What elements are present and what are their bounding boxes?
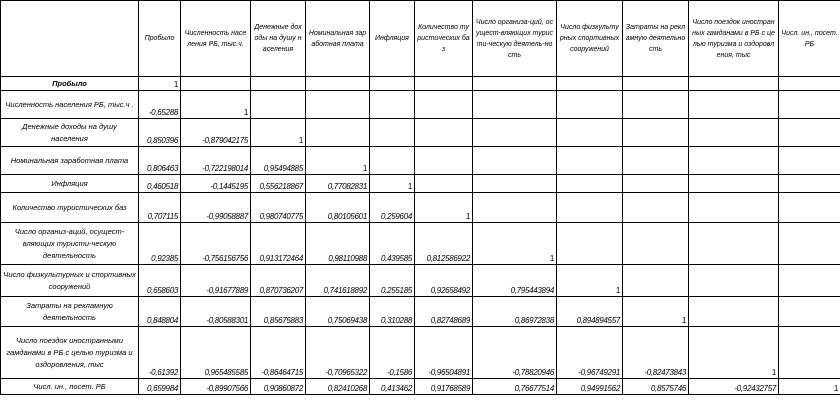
table-cell[interactable] [557,223,623,265]
table-cell[interactable]: 0,91768589 [415,379,473,395]
table-cell[interactable]: 0,913172464 [251,223,306,265]
table-cell[interactable]: 0,741618892 [306,265,370,297]
table-row [1,119,840,147]
table-cell[interactable] [251,91,306,119]
table-cell[interactable] [623,193,689,223]
table-row [1,297,840,327]
table-cell[interactable] [689,119,779,147]
column-header[interactable]: Численность населения РБ, тыс.ч. [181,1,251,77]
column-header[interactable]: Номинальная заработная плата [306,1,370,77]
table-cell[interactable]: 0,439585 [370,223,415,265]
table-cell[interactable]: 0,8575746 [623,379,689,395]
table-cell[interactable]: -0,1586 [370,327,415,379]
table-cell[interactable] [689,223,779,265]
table-cell[interactable]: 0,707115 [139,193,181,223]
table-cell[interactable]: -0,70965322 [306,327,370,379]
row-header[interactable]: Число физкультурных и спортивных сооружений [1,265,139,297]
table-cell[interactable]: 0,95494885 [251,147,306,175]
table-cell[interactable] [779,91,840,119]
table-cell[interactable] [415,119,473,147]
table-cell[interactable] [415,147,473,175]
table-cell[interactable]: 1 [623,297,689,327]
table-cell[interactable]: 0,90860872 [251,379,306,395]
table-cell[interactable]: -0,756156756 [181,223,251,265]
table-cell[interactable]: -0,86464715 [251,327,306,379]
table-cell[interactable] [473,193,557,223]
table-cell[interactable]: 0,85675883 [251,297,306,327]
table-cell[interactable]: 0,76677514 [473,379,557,395]
table-cell[interactable] [557,91,623,119]
column-header[interactable]: Число организа-ций, осущест-вляющих туристи-ческую деятель-ность [473,1,557,77]
table-cell[interactable] [473,77,557,91]
column-header[interactable]: Числ. ин., посет. РБ [779,1,840,77]
table-cell[interactable]: 0,658603 [139,265,181,297]
table-cell[interactable]: 0,259604 [370,193,415,223]
table-cell[interactable] [689,147,779,175]
table-cell[interactable]: 0,795443894 [473,265,557,297]
table-cell[interactable] [779,265,840,297]
table-cell[interactable]: 0,98110988 [306,223,370,265]
table-cell[interactable] [623,223,689,265]
table-cell[interactable] [779,175,840,193]
table-cell[interactable] [306,91,370,119]
column-header[interactable]: Пробыло [139,1,181,77]
table-cell[interactable] [370,119,415,147]
table-cell[interactable] [779,77,840,91]
column-header[interactable]: Число физкультурных спортивных сооружений [557,1,623,77]
table-cell[interactable]: -0,96504891 [415,327,473,379]
table-cell[interactable] [623,265,689,297]
table-cell[interactable]: -0,65288 [139,91,181,119]
table-cell[interactable] [557,147,623,175]
table-cell[interactable]: 1 [473,223,557,265]
table-cell[interactable] [779,327,840,379]
header-row [1,1,840,77]
table-cell[interactable] [473,91,557,119]
table-cell[interactable] [415,91,473,119]
table-cell[interactable]: -0,78820946 [473,327,557,379]
table-cell[interactable] [415,175,473,193]
row-header[interactable]: Денежные доходы на душу населения [1,119,139,147]
table-cell[interactable] [689,175,779,193]
table-cell[interactable]: 0,850396 [139,119,181,147]
table-cell[interactable]: 0,310288 [370,297,415,327]
row-header[interactable]: Количество туристических баз [1,193,139,223]
table-cell[interactable] [181,77,251,91]
table-cell[interactable] [557,119,623,147]
table-cell[interactable]: 0,965485585 [181,327,251,379]
table-body [1,77,840,395]
table-cell[interactable]: -0,61392 [139,327,181,379]
table-row [1,77,840,91]
table-row [1,223,840,265]
table-cell[interactable] [689,91,779,119]
table-cell[interactable]: 1 [779,379,840,395]
table-cell[interactable] [306,119,370,147]
table-cell[interactable]: 0,460518 [139,175,181,193]
row-header[interactable]: Число поездок иностранными гамданами в РБ с целью туризма и оздоровления, тыс [1,327,139,379]
table-cell[interactable] [779,297,840,327]
table-cell[interactable]: 0,848804 [139,297,181,327]
table-cell[interactable] [623,175,689,193]
table-cell[interactable]: -0,80588301 [181,297,251,327]
table-row [1,327,840,379]
table-cell[interactable]: -0,82473843 [623,327,689,379]
table-cell[interactable]: 1 [306,147,370,175]
table-cell[interactable] [370,147,415,175]
table-cell[interactable]: 0,92658492 [415,265,473,297]
table-row [1,175,840,193]
table-cell[interactable] [623,77,689,91]
table-cell[interactable]: 1 [415,193,473,223]
column-header[interactable]: Количество туристических баз [415,1,473,77]
table-row [1,193,840,223]
table-cell[interactable] [415,77,473,91]
table-cell[interactable] [779,119,840,147]
table-cell[interactable]: -0,99058887 [181,193,251,223]
table-cell[interactable] [473,147,557,175]
table-cell[interactable]: 1 [689,327,779,379]
table-cell[interactable]: -0,89907566 [181,379,251,395]
table-cell[interactable] [306,77,370,91]
table-cell[interactable] [623,147,689,175]
table-cell[interactable]: 0,82410268 [306,379,370,395]
table-cell[interactable]: 0,86972838 [473,297,557,327]
table-cell[interactable]: 1 [251,119,306,147]
table-cell[interactable]: -0,92432757 [689,379,779,395]
table-cell[interactable] [623,91,689,119]
column-header[interactable]: Денежные доходы на душу населения [251,1,306,77]
table-cell[interactable] [689,193,779,223]
column-header[interactable]: Инфляция [370,1,415,77]
table-cell[interactable]: 0,82748689 [415,297,473,327]
row-header[interactable]: Численность населения РБ, тыс.ч . [1,91,139,119]
table-cell[interactable]: 1 [139,77,181,91]
table-cell[interactable]: 0,659984 [139,379,181,395]
table-cell[interactable] [689,297,779,327]
table-cell[interactable] [779,147,840,175]
table-cell[interactable]: 0,980740775 [251,193,306,223]
table-row [1,91,840,119]
table-cell[interactable]: 0,894894557 [557,297,623,327]
column-header[interactable]: Число поездок иностранных гамданами в РБ с целью туризма и оздоровления, тыс [689,1,779,77]
table-cell[interactable] [251,77,306,91]
table-cell[interactable]: 0,812586922 [415,223,473,265]
table-cell[interactable]: 0,77082831 [306,175,370,193]
table-cell[interactable]: 0,80105601 [306,193,370,223]
table-row [1,265,840,297]
row-header[interactable]: Число организ-аций, осущест-вляющих туристи-ческую деятельность [1,223,139,265]
table-cell[interactable]: 1 [557,265,623,297]
corner-cell[interactable] [1,1,139,77]
table-cell[interactable] [689,77,779,91]
column-header[interactable]: Затраты на рекламную деятельность [623,1,689,77]
row-header[interactable]: Пробыло [1,77,139,91]
table-cell[interactable]: 0,870736207 [251,265,306,297]
table-cell[interactable]: -0,96749291 [557,327,623,379]
table-cell[interactable]: -0,722198014 [181,147,251,175]
table-cell[interactable] [557,77,623,91]
table-row [1,147,840,175]
table-cell[interactable] [473,175,557,193]
table-cell[interactable] [779,193,840,223]
table-cell[interactable]: 1 [370,175,415,193]
table-cell[interactable] [370,77,415,91]
table-cell[interactable]: -0,1445195 [181,175,251,193]
row-header[interactable]: Затраты на рекламную деятельность [1,297,139,327]
table-cell[interactable]: 0,75069438 [306,297,370,327]
table-cell[interactable]: -0,879042175 [181,119,251,147]
table-cell[interactable] [370,91,415,119]
row-header[interactable]: Номинальная заработная плата [1,147,139,175]
table-cell[interactable] [689,265,779,297]
row-header[interactable]: Числ. ин., посет. РБ [1,379,139,395]
table-cell[interactable] [557,193,623,223]
table-cell[interactable]: 0,556218867 [251,175,306,193]
row-header[interactable]: Инфляция [1,175,139,193]
table-cell[interactable]: 0,255185 [370,265,415,297]
table-cell[interactable] [557,175,623,193]
table-cell[interactable] [779,223,840,265]
table-cell[interactable]: 0,92385 [139,223,181,265]
table-cell[interactable] [473,119,557,147]
table-cell[interactable]: 1 [181,91,251,119]
table-cell[interactable]: 0,413462 [370,379,415,395]
table-cell[interactable] [623,119,689,147]
table-cell[interactable]: 0,94991562 [557,379,623,395]
table-row [1,379,840,395]
table-cell[interactable]: 0,806463 [139,147,181,175]
table-cell[interactable]: -0,91677889 [181,265,251,297]
